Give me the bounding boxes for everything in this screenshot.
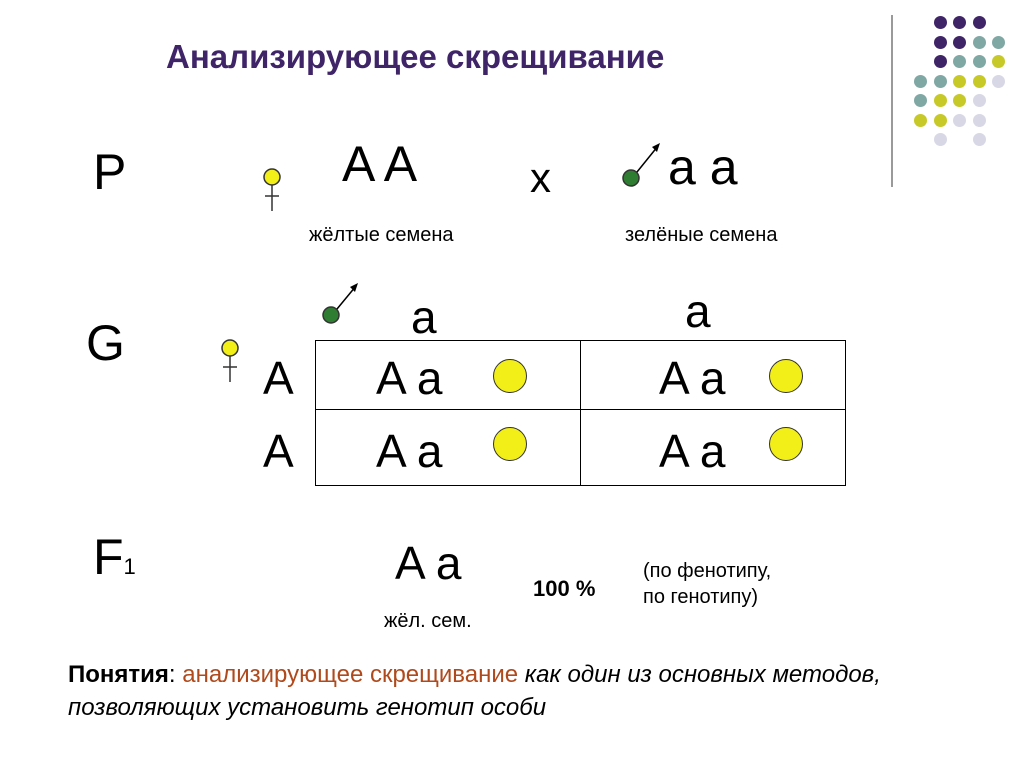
male-phenotype: зелёные семена	[625, 224, 778, 246]
offspring-label-subscript: 1	[123, 554, 136, 579]
decor-dot	[953, 16, 966, 29]
decor-dot	[992, 55, 1005, 68]
gametes-label: G	[86, 315, 125, 371]
decor-dot	[992, 75, 1005, 88]
concept-label: Понятия	[68, 661, 169, 688]
male-genotype: a a	[668, 139, 738, 195]
parents-label: P	[93, 144, 127, 200]
female-genotype: A A	[342, 136, 418, 192]
yellow-seed-icon	[493, 359, 527, 393]
decor-dot	[953, 75, 966, 88]
punnett-cell-1-1: A a	[376, 352, 443, 404]
concept-term: анализирующее скрещивание	[182, 661, 519, 688]
decor-dot	[953, 55, 966, 68]
decor-dot	[934, 16, 947, 29]
decor-dot	[914, 75, 927, 88]
offspring-note-line-2: по генотипу)	[643, 586, 759, 608]
decor-dot	[973, 133, 986, 146]
decor-dot	[953, 94, 966, 107]
yellow-seed-icon	[769, 359, 803, 393]
grid-divider-vertical	[580, 340, 581, 486]
male-symbol-icon	[618, 138, 664, 190]
decor-dot	[992, 36, 1005, 49]
offspring-note	[643, 558, 771, 610]
male-gamete-2: a	[685, 285, 711, 337]
yellow-seed-icon	[493, 427, 527, 461]
decor-separator	[891, 15, 893, 187]
yellow-seed-icon	[769, 427, 803, 461]
decor-dot	[914, 94, 927, 107]
decor-dot	[973, 75, 986, 88]
cross-sign: x	[530, 154, 551, 201]
decor-dot	[973, 16, 986, 29]
offspring-genotype: A a	[395, 537, 462, 589]
decor-dot	[934, 55, 947, 68]
decor-dot	[973, 55, 986, 68]
female-phenotype: жёлтые семена	[309, 224, 454, 246]
male-gamete-1: a	[411, 291, 437, 343]
female-gamete-2: A	[263, 425, 294, 477]
decor-dot	[934, 75, 947, 88]
offspring-label: F1	[93, 529, 136, 585]
decor-dot	[953, 114, 966, 127]
concept-colon: :	[168, 661, 183, 688]
decor-dot	[973, 94, 986, 107]
offspring-percent: 100 %	[533, 576, 596, 601]
punnett-cell-2-1: A a	[376, 425, 443, 477]
female-symbol-icon	[218, 338, 242, 386]
male-symbol-icon	[316, 278, 362, 330]
offspring-phenotype: жёл. сем.	[384, 610, 472, 632]
decor-dot	[914, 114, 927, 127]
decor-dot	[934, 114, 947, 127]
female-symbol-icon	[260, 167, 284, 215]
decor-dot	[973, 114, 986, 127]
decor-dot	[934, 94, 947, 107]
concept-rest: как один из основных методов, позволяющих установить генотип особи	[68, 661, 881, 721]
offspring-note-line-1: (по фенотипу,	[643, 560, 772, 582]
decor-dot	[934, 36, 947, 49]
punnett-cell-1-2: A a	[659, 352, 726, 404]
punnett-cell-2-2: A a	[659, 425, 726, 477]
page-title: Анализирующее скрещивание	[166, 38, 665, 75]
grid-divider-horizontal	[315, 409, 846, 410]
decor-dot	[934, 133, 947, 146]
concept-paragraph	[68, 658, 928, 724]
decor-dot	[973, 36, 986, 49]
decor-dot	[953, 36, 966, 49]
female-gamete-1: A	[263, 352, 294, 404]
